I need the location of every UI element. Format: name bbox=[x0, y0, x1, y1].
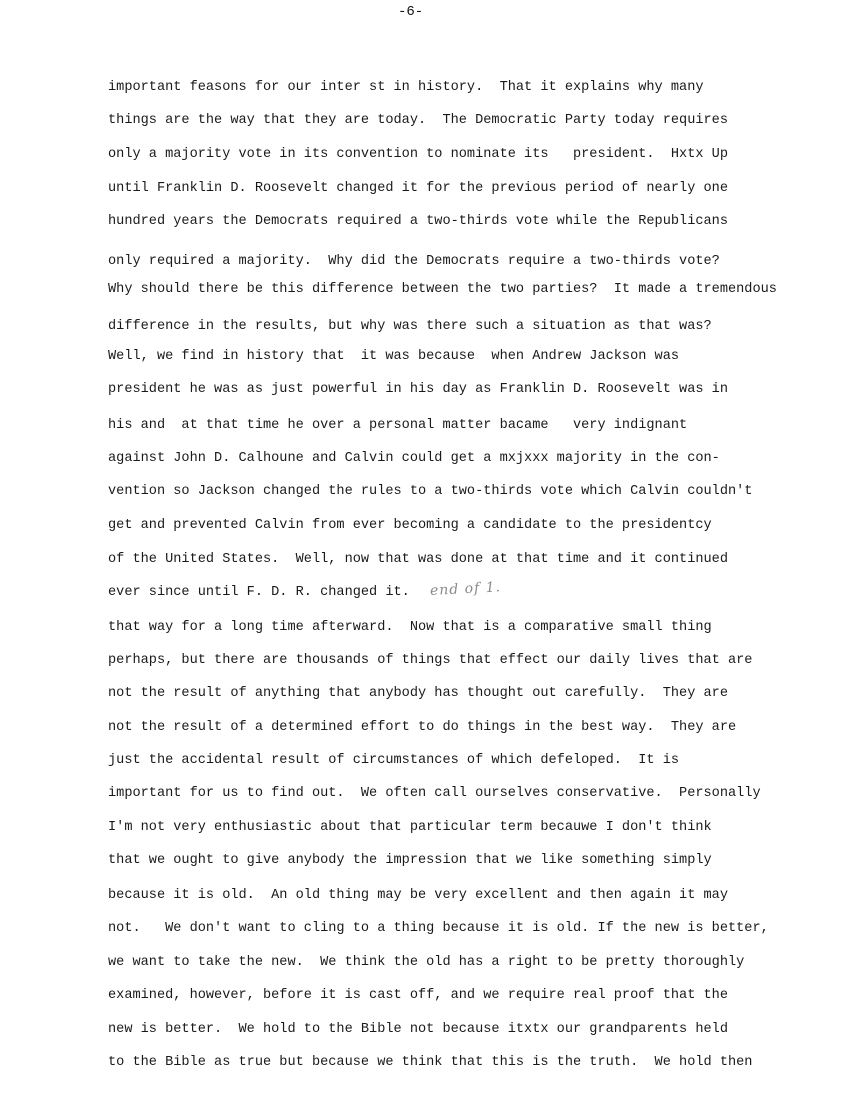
text-line: not. We don't want to cling to a thing because it is old. If the new is better, bbox=[108, 921, 769, 936]
text-line: only a majority vote in its convention to nominate its president. Hxtx Up bbox=[108, 147, 728, 162]
text-line: difference in the results, but why was there such a situation as that was? bbox=[108, 319, 712, 334]
text-line: only required a majority. Why did the Democrats require a two-thirds vote? bbox=[108, 254, 720, 269]
text-line: until Franklin D. Roosevelt changed it for the previous period of nearly one bbox=[108, 181, 728, 196]
text-line: examined, however, before it is cast off, and we require real proof that the bbox=[108, 988, 728, 1003]
text-line: things are the way that they are today. The Democratic Party today requires bbox=[108, 113, 728, 128]
text-line: not the result of anything that anybody has thought out carefully. They are bbox=[108, 686, 728, 701]
text-line: ever since until F. D. R. changed it. bbox=[108, 585, 410, 600]
text-line: hundred years the Democrats required a two-thirds vote while the Republicans bbox=[108, 214, 728, 229]
text-line: vention so Jackson changed the rules to a two-thirds vote which Calvin couldn't bbox=[108, 484, 753, 499]
text-line: perhaps, but there are thousands of things that effect our daily lives that are bbox=[108, 653, 753, 668]
text-line: important for us to find out. We often call ourselves conservative. Personally bbox=[108, 786, 761, 801]
page-number: -6- bbox=[398, 4, 424, 20]
handwritten-note: end of 1. bbox=[429, 579, 502, 599]
text-line: that way for a long time afterward. Now that is a comparative small thing bbox=[108, 620, 712, 635]
text-line: get and prevented Calvin from ever becoming a candidate to the presidentcy bbox=[108, 518, 712, 533]
text-line: important feasons for our inter st in history. That it explains why many bbox=[108, 80, 704, 95]
text-line: Well, we find in history that it was because when Andrew Jackson was bbox=[108, 349, 680, 364]
text-line: Why should there be this difference between the two parties? It made a tremendous bbox=[108, 282, 777, 297]
text-line: that we ought to give anybody the impression that we like something simply bbox=[108, 853, 712, 868]
text-line: new is better. We hold to the Bible not because itxtx our grandparents held bbox=[108, 1022, 728, 1037]
text-line: of the United States. Well, now that was done at that time and it continued bbox=[108, 552, 728, 567]
text-line: his and at that time he over a personal matter bacame very indignant bbox=[108, 418, 688, 433]
text-line: I'm not very enthusiastic about that particular term becauwe I don't think bbox=[108, 820, 712, 835]
text-line: not the result of a determined effort to do things in the best way. They are bbox=[108, 720, 737, 735]
text-line: just the accidental result of circumstances of which defeloped. It is bbox=[108, 753, 680, 768]
text-line: against John D. Calhoune and Calvin could get a mxjxxx majority in the con- bbox=[108, 451, 720, 466]
text-line: president he was as just powerful in his day as Franklin D. Roosevelt was in bbox=[108, 382, 728, 397]
text-line: we want to take the new. We think the old has a right to be pretty thoroughly bbox=[108, 955, 745, 970]
text-line: because it is old. An old thing may be very excellent and then again it may bbox=[108, 888, 728, 903]
text-line: to the Bible as true but because we think that this is the truth. We hold then bbox=[108, 1055, 753, 1070]
